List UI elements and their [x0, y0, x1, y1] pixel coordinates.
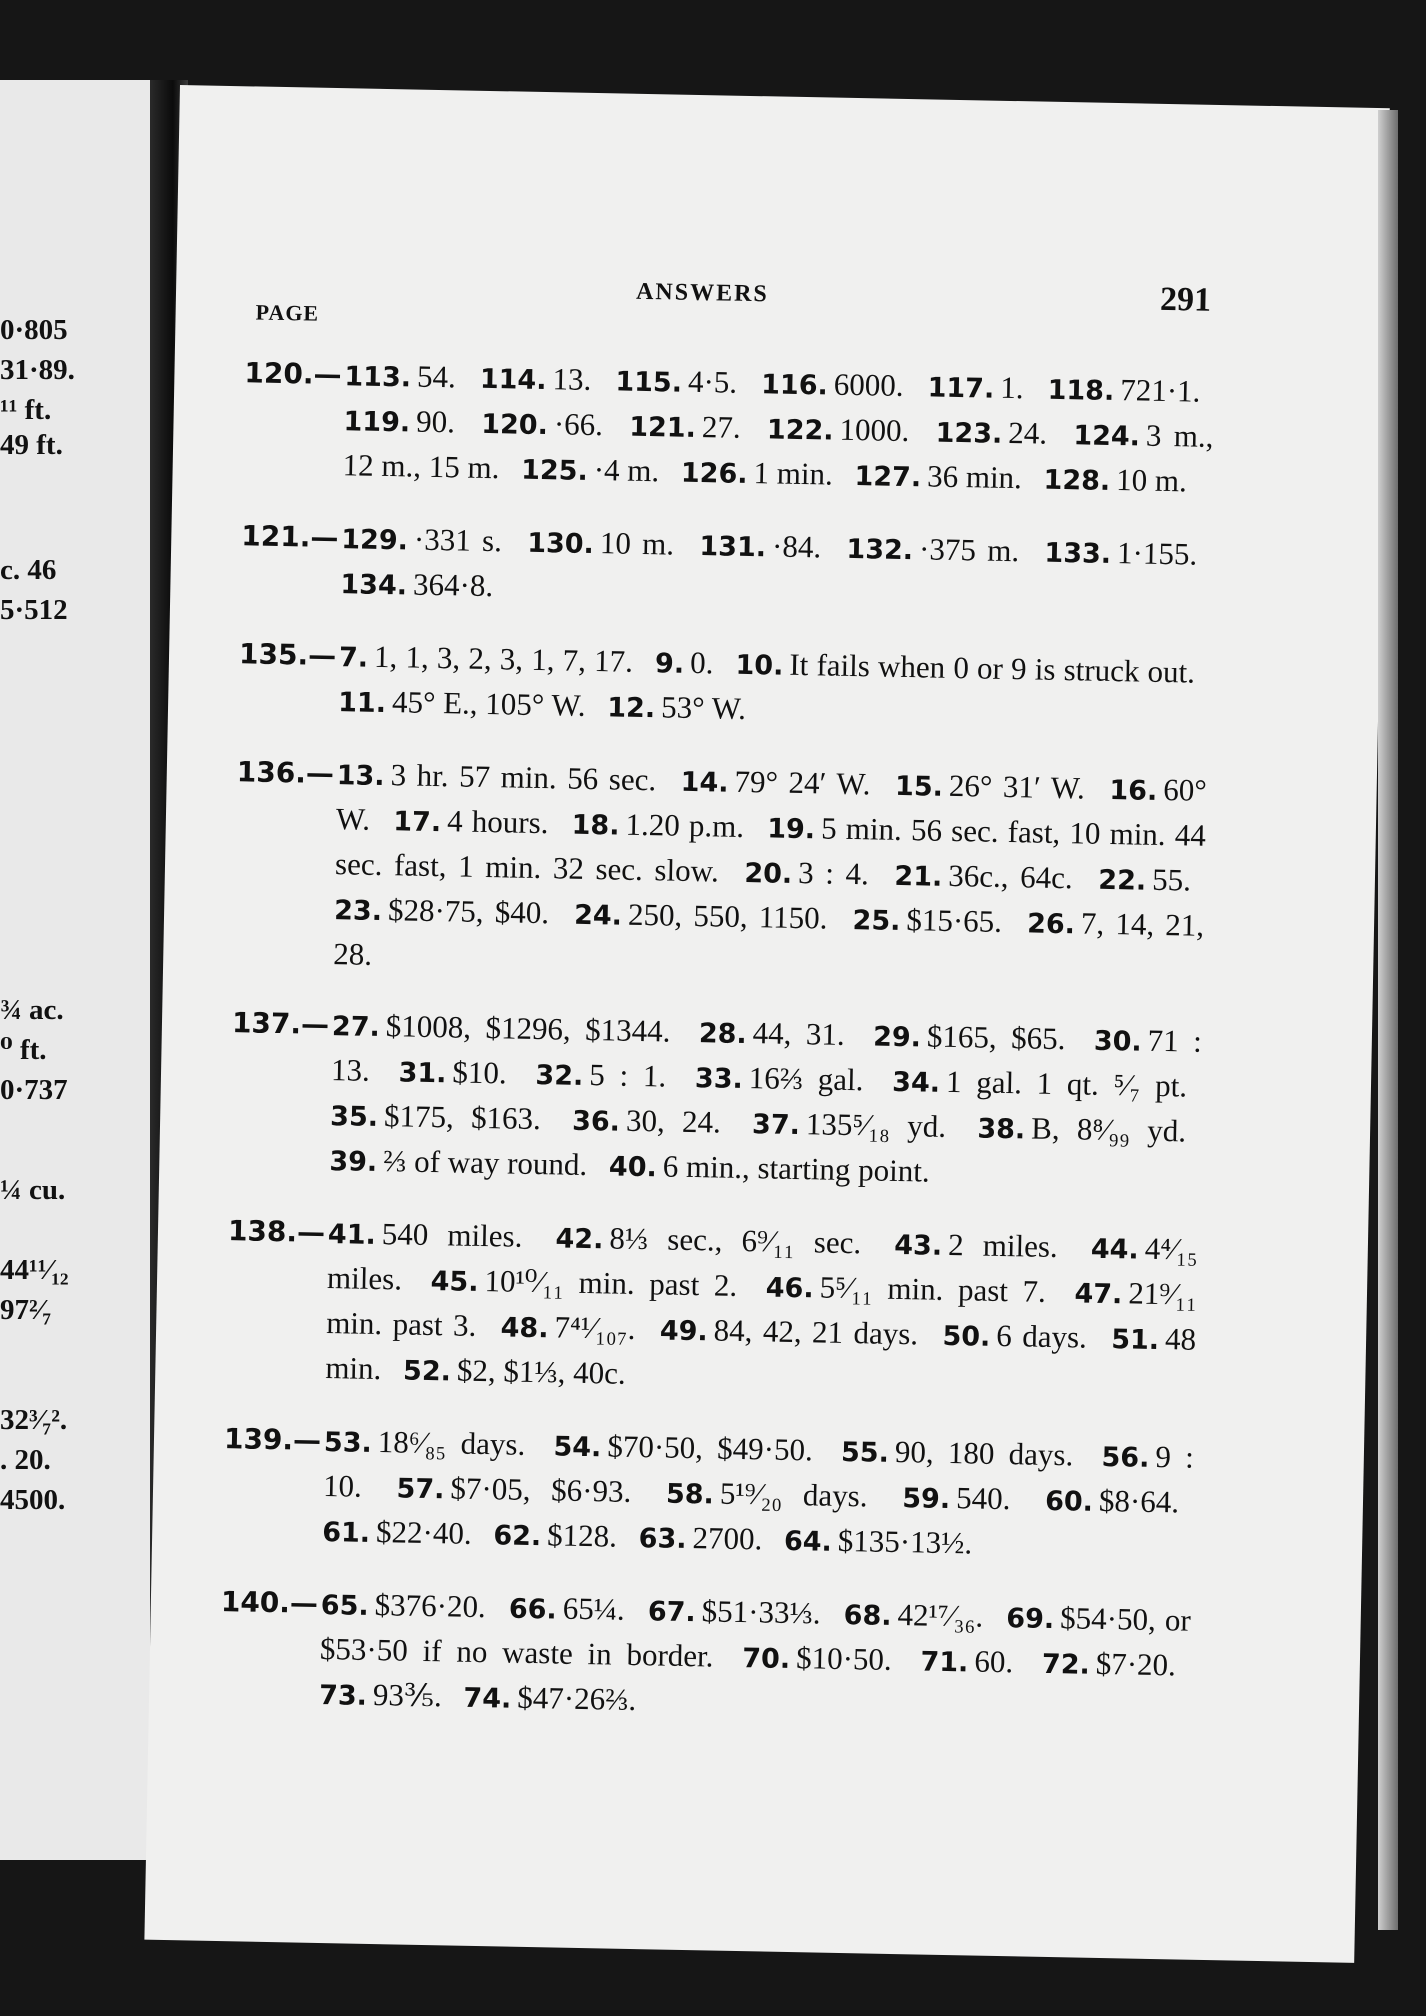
answer-item [894, 1226, 1058, 1264]
answer-number: 131. [699, 531, 767, 564]
answer-text: 90. [415, 403, 456, 440]
answer-text: 2700. [692, 1520, 763, 1557]
answer-number: 57. [396, 1473, 445, 1506]
answer-text: 8⅓ sec., 6⁹⁄₁₁ sec. [609, 1220, 862, 1261]
answer-number: 71. [920, 1646, 969, 1679]
answer-text: 30, 24. [625, 1102, 722, 1140]
answer-item [699, 1014, 845, 1052]
answer-text: 1.20 p.m. [625, 806, 745, 844]
answer-number: 9. [654, 648, 685, 680]
group-page-ref: 139.— [223, 1422, 322, 1457]
answer-text: 60. [974, 1643, 1014, 1680]
answer-text: 10 m. [599, 525, 675, 562]
answer-text: 3 m., 12 m., 15 m. [342, 417, 1214, 486]
answer-text: $165, $65. [926, 1018, 1066, 1057]
answer-number: 115. [615, 366, 683, 399]
answer-item [942, 1317, 1087, 1355]
answer-text: 71 : 13. [330, 1022, 1203, 1088]
answer-item [393, 802, 549, 840]
answer-number: 12. [607, 692, 656, 725]
answer-number: 48. [500, 1312, 549, 1345]
answer-text: 44, 31. [752, 1015, 846, 1052]
group-page-ref: 120.— [244, 356, 342, 392]
answer-number: 124. [1073, 420, 1141, 453]
answer-item [521, 451, 660, 489]
answer-item [615, 362, 737, 399]
answer-item [340, 565, 493, 603]
answer-item [681, 454, 834, 492]
answer-item [343, 402, 455, 439]
answer-text: 5 min. 56 sec. fast, 10 min. 44 sec. fast, 1 min. 32 sec. slow. [334, 810, 1207, 889]
answer-number: 126. [680, 457, 748, 490]
answer-item [1098, 861, 1191, 898]
answer-number: 65. [320, 1589, 369, 1622]
answer-text: 3 : 4. [797, 855, 870, 892]
answer-number: 41. [327, 1219, 377, 1251]
answer-text: 5⁵⁄₁₁ min. past 7. [819, 1269, 1047, 1309]
answer-group [238, 632, 1210, 741]
answer-group [240, 514, 1212, 623]
right-page [144, 85, 1389, 1963]
group-page-ref: 135.— [238, 637, 337, 673]
answer-text: 1. [999, 369, 1024, 406]
answer-text: $135·13½. [837, 1522, 973, 1561]
answer-text: 1 gal. 1 qt. ⁵⁄₇ pt. [945, 1063, 1188, 1104]
answer-item [744, 854, 869, 891]
answer-item [555, 1219, 861, 1260]
answer-number: 120. [480, 408, 549, 442]
answer-item [1043, 461, 1187, 499]
answer-text: 79° 24′ W. [734, 763, 871, 802]
answer-number: 10. [735, 649, 784, 682]
group-page-ref: 136.— [236, 755, 335, 791]
answer-text: 6000. [833, 366, 904, 403]
answer-text: B, 8⁸⁄₉₉ yd. [1030, 1110, 1187, 1149]
answer-number: 123. [935, 417, 1003, 450]
answer-number: 11. [337, 687, 387, 720]
answer-text: ·4 m. [593, 452, 660, 489]
answer-number: 61. [321, 1517, 371, 1549]
answer-text: 54. [416, 358, 457, 395]
answer-number: 35. [329, 1101, 379, 1133]
answer-number: 70. [742, 1643, 791, 1676]
answer-text: ⅔ of way round. [382, 1143, 588, 1183]
answer-item [1045, 1482, 1180, 1520]
answer-item [680, 763, 870, 802]
answer-text: $175, $163. [383, 1098, 542, 1137]
answer-text: 27. [701, 409, 742, 445]
answer-text: 1000. [839, 411, 910, 449]
answer-item [927, 368, 1024, 405]
answer-text: 4·5. [687, 363, 738, 400]
answer-item [854, 457, 1022, 495]
answer-text: $7·20. [1095, 1645, 1177, 1683]
answer-number: 15. [894, 770, 944, 803]
running-head: ANSWERS [635, 278, 770, 308]
answer-number: 13. [336, 760, 385, 793]
answer-item [852, 901, 1002, 939]
answer-text: $28·75, $40. [387, 892, 550, 931]
answer-item [430, 1262, 737, 1303]
answer-number: 66. [508, 1593, 558, 1626]
answer-item [655, 644, 714, 680]
answers-list [218, 351, 1215, 1761]
group-page-ref: 140.— [220, 1585, 319, 1620]
answer-text: 53° W. [660, 689, 747, 726]
answer-number: 116. [760, 369, 829, 402]
answer-number: 26. [1026, 908, 1076, 941]
answer-group [242, 351, 1214, 505]
group-page-ref: 121.— [241, 519, 339, 555]
answer-text: $47·26⅔. [517, 1679, 637, 1718]
answer-item [480, 360, 592, 397]
answer-number: 121. [628, 411, 697, 444]
answer-item [396, 1469, 631, 1508]
left-page-fragment: 5·512 [0, 594, 68, 626]
answer-number: 53. [323, 1427, 373, 1459]
answer-number: 16. [1109, 774, 1158, 807]
left-page-fragment: 97²⁄₇ [0, 1294, 52, 1326]
page-edge [1378, 110, 1398, 1930]
answer-item [695, 1059, 864, 1097]
answer-text: $70·50, $49·50. [607, 1428, 814, 1468]
answer-text: 93⅗. [372, 1677, 443, 1714]
answer-number: 64. [783, 1525, 833, 1558]
left-page-fragment: . 20. [0, 1444, 51, 1476]
answer-number: 50. [942, 1320, 991, 1353]
answer-item [527, 524, 675, 562]
answer-item [977, 1110, 1186, 1149]
answer-text: 55. [1151, 861, 1192, 898]
answer-number: 34. [891, 1066, 941, 1099]
answer-item [1047, 371, 1200, 409]
answer-number: 33. [694, 1063, 744, 1095]
answer-text: 540. [955, 1480, 1011, 1517]
answer-item [341, 520, 502, 558]
answer-number: 14. [680, 766, 729, 799]
answer-number: 74. [463, 1682, 512, 1715]
answer-text: 1·155. [1116, 535, 1198, 572]
answer-item [338, 683, 586, 723]
answer-text: $128. [546, 1517, 618, 1554]
answer-number: 38. [977, 1113, 1026, 1146]
answer-item [935, 414, 1047, 451]
answer-item [463, 1679, 636, 1717]
answer-text: $10. [452, 1054, 508, 1091]
answer-text: $1008, $1296, $1344. [385, 1008, 671, 1049]
page-number: 291 [1159, 280, 1212, 319]
answer-text: $376·20. [374, 1587, 487, 1625]
answer-item [321, 1586, 487, 1624]
answer-number: 42. [555, 1223, 604, 1256]
answer-item [902, 1479, 1011, 1516]
answer-number: 129. [341, 524, 409, 557]
answer-text: 721·1. [1119, 372, 1201, 409]
answer-text: 4 hours. [446, 803, 549, 841]
answer-number: 51. [1110, 1324, 1160, 1357]
answer-text: 13. [552, 361, 592, 397]
answer-text: 364·8. [412, 566, 494, 604]
answer-text: 24. [1007, 414, 1048, 451]
answer-text: $54·50, or $53·50 if no waste in border. [319, 1600, 1192, 1674]
answer-text: 45° E., 105° W. [391, 684, 586, 723]
answer-text: ·66. [553, 406, 604, 443]
answer-item [607, 688, 746, 726]
answer-number: 23. [333, 895, 383, 928]
answer-number: 118. [1047, 374, 1115, 407]
left-page-fragment: 31·89. [0, 354, 75, 386]
answer-text: 1 min. [753, 455, 834, 492]
answer-number: 25. [852, 905, 901, 937]
answer-item [339, 638, 634, 679]
answer-item [328, 1215, 523, 1254]
answer-item [752, 1105, 947, 1144]
answer-number: 20. [744, 857, 793, 890]
answer-number: 62. [493, 1520, 542, 1553]
answer-number: 63. [638, 1523, 687, 1555]
answer-number: 52. [402, 1355, 452, 1388]
answer-number: 73. [318, 1679, 368, 1712]
left-page-fragment: 4500. [0, 1484, 66, 1516]
answer-item [481, 405, 603, 442]
answer-number: 55. [840, 1436, 890, 1469]
answer-text: 5 : 1. [588, 1057, 667, 1094]
answer-item [765, 1268, 1046, 1308]
answer-text: $51·33⅓. [701, 1593, 821, 1631]
answer-text: $8·64. [1098, 1482, 1180, 1520]
answer-text: $22·40. [375, 1514, 473, 1551]
answer-text: 18⁶⁄₈₅ days. [377, 1424, 526, 1462]
answer-item [344, 357, 456, 394]
answer-item [660, 1311, 919, 1351]
answer-text: 7⁴¹⁄₁₀₇. [554, 1309, 636, 1346]
answer-text: ·84. [771, 528, 822, 565]
page-header [255, 272, 1211, 350]
left-page-fragment: ¹¹ ft. [0, 394, 52, 426]
answer-number: 19. [766, 813, 816, 846]
answer-number: 58. [665, 1478, 715, 1511]
answer-number: 32. [535, 1060, 584, 1092]
answer-text: $2, $1⅓, 40c. [456, 1352, 627, 1391]
answer-number: 22. [1098, 864, 1147, 897]
left-page-fragment: 0·805 [0, 314, 68, 346]
answer-number: 24. [573, 899, 623, 932]
answer-item [574, 896, 828, 936]
answer-item [629, 408, 741, 445]
answer-number: 59. [901, 1483, 951, 1516]
answer-item [784, 1522, 973, 1561]
answer-text: 60° W. [335, 772, 1208, 837]
answer-item [509, 1590, 625, 1627]
answer-number: 43. [894, 1229, 943, 1262]
answer-item [892, 1063, 1187, 1104]
answer-item [699, 527, 821, 564]
answer-number: 30. [1093, 1025, 1143, 1058]
left-page-fragment: 49 ft. [0, 429, 63, 461]
answer-text: 90, 180 days. [894, 1433, 1074, 1473]
left-page-fragment: 32³⁄₇². [0, 1404, 68, 1436]
answer-text: 36 min. [926, 458, 1023, 496]
answer-item [666, 1475, 868, 1514]
answer-number: 21. [894, 860, 943, 893]
answer-item [336, 756, 656, 797]
answer-number: 122. [766, 414, 834, 447]
answer-number: 130. [526, 527, 595, 561]
left-page-fragment: 44¹¹⁄₁₂ [0, 1254, 69, 1286]
answer-item [873, 1017, 1066, 1056]
answer-text: 6 min., starting point. [662, 1148, 931, 1189]
answer-item [735, 646, 1195, 690]
answer-item [535, 1056, 666, 1094]
answer-number: 37. [751, 1109, 801, 1142]
answer-number: 17. [392, 806, 442, 839]
answer-text: 7, 14, 21, 28. [333, 905, 1205, 972]
answer-number: 117. [927, 372, 995, 405]
answer-number: 68. [843, 1600, 892, 1632]
answer-text: 2 miles. [947, 1226, 1059, 1265]
left-page-fragment: ¾ ac. [0, 994, 64, 1026]
answer-item [322, 1513, 472, 1551]
answer-group [229, 1001, 1202, 1200]
left-page-fragment: c. 46 [0, 554, 57, 586]
answer-text: 10¹⁰⁄₁₁ min. past 2. [484, 1263, 738, 1303]
answer-item [846, 530, 1019, 568]
answer-number: 39. [329, 1146, 378, 1178]
answer-number: 133. [1044, 537, 1112, 570]
answer-number: 132. [846, 533, 914, 567]
answer-number: 69. [1006, 1603, 1055, 1636]
answer-number: 119. [343, 406, 411, 439]
answer-text: 6 days. [996, 1317, 1088, 1355]
answer-item [767, 410, 910, 448]
answer-number: 60. [1044, 1485, 1094, 1518]
answer-item [1044, 534, 1197, 572]
answer-number: 44. [1090, 1233, 1140, 1266]
answer-number: 28. [698, 1018, 748, 1051]
answer-item [319, 1676, 442, 1713]
answer-number: 54. [553, 1431, 602, 1464]
answer-item [609, 1147, 930, 1188]
answer-number: 113. [344, 361, 412, 394]
answer-item [334, 891, 549, 930]
answer-text: 65¼. [562, 1590, 626, 1627]
answer-item [761, 365, 904, 403]
answer-text: 16⅔ gal. [748, 1060, 864, 1098]
answer-text: $15·65. [906, 902, 1003, 939]
left-page-fragment: ⁰ ft. [0, 1034, 47, 1066]
answer-item [403, 1352, 626, 1391]
answer-number: 29. [872, 1021, 922, 1054]
answer-number: 47. [1074, 1278, 1123, 1311]
answer-group [233, 750, 1207, 992]
answer-text: 10 m. [1115, 462, 1188, 499]
group-page-ref: 138.— [227, 1214, 326, 1249]
answer-number: 45. [430, 1266, 479, 1298]
answer-text: 42¹⁷⁄₃₆. [897, 1597, 984, 1634]
answer-text: 9 : 10. [322, 1438, 1195, 1504]
answer-number: 127. [854, 461, 922, 494]
answer-number: 40. [608, 1151, 658, 1184]
answer-text: It fails when 0 or 9 is struck out. [789, 646, 1196, 690]
answer-number: 31. [398, 1057, 447, 1090]
answer-text: 5¹⁹⁄₂₀ days. [719, 1475, 868, 1514]
page-column-label: PAGE [255, 299, 320, 326]
answer-number: 49. [659, 1315, 709, 1348]
answer-item [638, 1519, 762, 1556]
answer-number: 36. [571, 1105, 621, 1138]
answer-item [324, 1423, 526, 1462]
answer-item [500, 1308, 635, 1346]
answer-item [571, 806, 744, 844]
answer-item [841, 1433, 1074, 1472]
answer-text: 48 min. [325, 1321, 1197, 1387]
answer-number: 67. [647, 1596, 697, 1629]
answer-text: 21⁹⁄₁₁ min. past 3. [325, 1275, 1198, 1343]
answer-item [553, 1427, 813, 1467]
answer-item [843, 1596, 983, 1634]
answer-item [1042, 1645, 1177, 1683]
answer-text: 36c., 64c. [948, 857, 1074, 896]
answer-text: ·331 s. [413, 521, 503, 559]
left-page-fragment: 0·737 [0, 1074, 68, 1106]
answer-text: $10·50. [795, 1640, 893, 1677]
answer-item [330, 1097, 541, 1136]
answer-item [493, 1516, 617, 1553]
answer-number: 18. [571, 809, 620, 842]
answer-number: 125. [520, 454, 589, 487]
answer-text: 0. [689, 644, 714, 681]
answer-text: 135⁵⁄₁₈ yd. [805, 1106, 947, 1144]
answer-item [920, 1643, 1013, 1680]
answer-item [329, 1142, 588, 1182]
answer-group [225, 1209, 1198, 1408]
answer-text: 4⁴⁄₁₅ miles. [326, 1230, 1199, 1297]
left-page-fragment: ¼ cu. [0, 1174, 66, 1206]
answer-number: 7. [338, 642, 369, 674]
answer-text: 26° 31′ W. [948, 767, 1086, 806]
answer-item [895, 767, 1085, 806]
answer-item [332, 1007, 671, 1048]
answer-text: 540 miles. [381, 1216, 523, 1254]
answer-number: 27. [331, 1011, 381, 1044]
group-page-ref: 137.— [231, 1006, 330, 1042]
answer-item [572, 1102, 721, 1140]
answer-number: 72. [1041, 1648, 1091, 1681]
answer-item [648, 1592, 821, 1630]
answer-number: 56. [1101, 1441, 1150, 1474]
answer-group [222, 1417, 1194, 1571]
answer-text: ·375 m. [918, 531, 1020, 569]
answer-text: 1, 1, 3, 2, 3, 1, 7, 17. [373, 638, 634, 679]
answer-text: $7·05, $6·93. [450, 1470, 632, 1509]
answer-number: 114. [479, 363, 547, 397]
answer-item [742, 1639, 892, 1677]
answer-item [398, 1053, 507, 1090]
answer-text: 84, 42, 21 days. [713, 1312, 919, 1352]
answer-number: 46. [765, 1272, 814, 1305]
answer-text: 3 hr. 57 min. 56 sec. [390, 757, 657, 798]
answer-number: 128. [1043, 464, 1111, 497]
answer-number: 134. [340, 569, 408, 602]
answer-text: 250, 550, 1150. [627, 896, 828, 936]
answer-group [219, 1580, 1191, 1734]
answer-item [894, 857, 1073, 895]
